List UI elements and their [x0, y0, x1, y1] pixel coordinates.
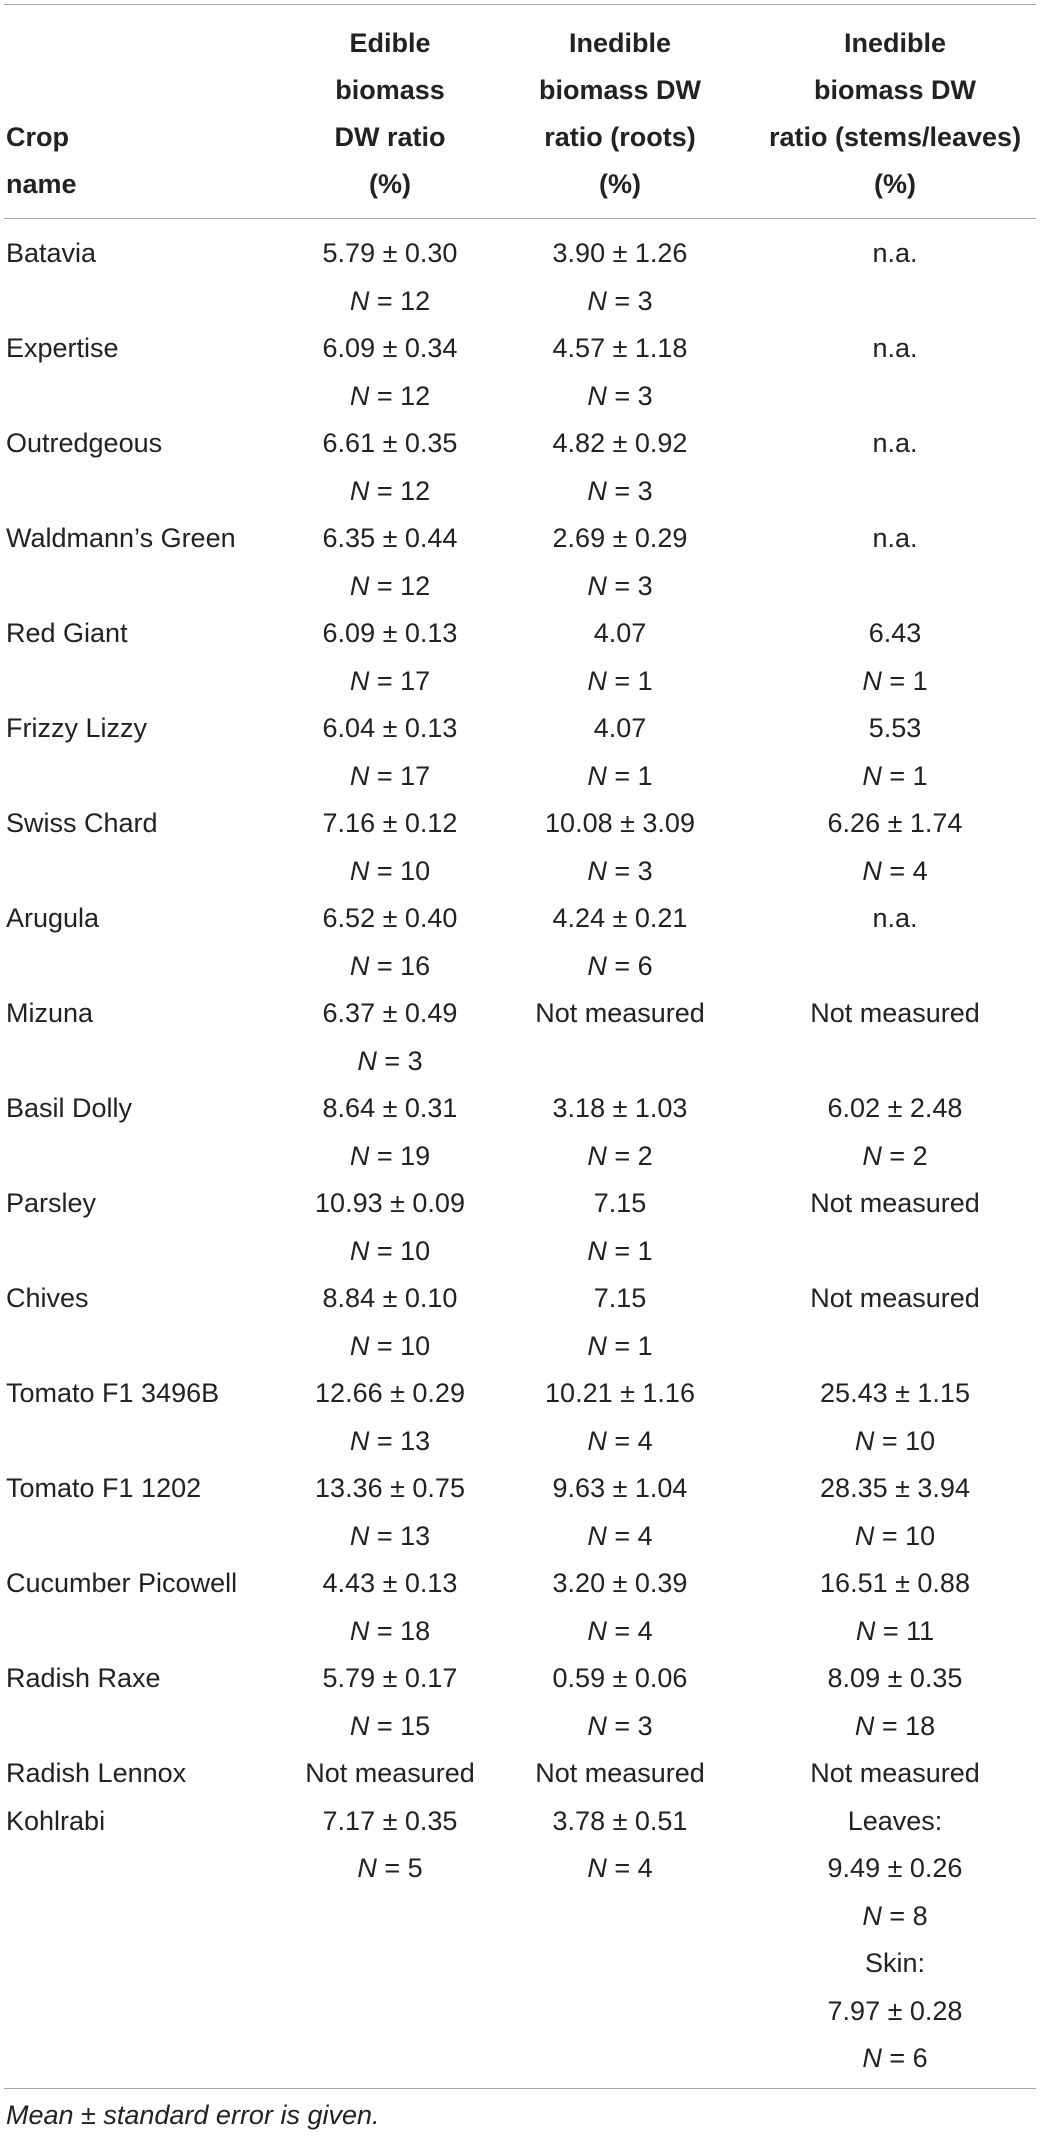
- sample-size: [745, 2035, 1040, 2083]
- cell-value: 2.69 ± 0.29: [552, 523, 688, 553]
- cell-value: 6.09 ± 0.13: [322, 618, 458, 648]
- sample-size: [745, 1703, 1040, 1751]
- n-value: = 12: [369, 475, 431, 506]
- crop-name-cell: Frizzy Lizzy: [6, 713, 147, 743]
- crop-name-cell: Mizuna: [6, 998, 94, 1028]
- n-variable: N: [862, 760, 882, 791]
- n-value: = 1: [606, 1330, 653, 1361]
- sample-size: [290, 563, 490, 611]
- cell-value: n.a.: [872, 903, 918, 933]
- table-row: [0, 1180, 1040, 1275]
- cell-value: 10.93 ± 0.09: [315, 1188, 465, 1218]
- cell-value: Not measured: [305, 1758, 475, 1788]
- cell-value: 8.64 ± 0.31: [322, 1093, 458, 1123]
- edible-dw-cell: [290, 990, 490, 1085]
- cell-value: 10.21 ± 1.16: [545, 1378, 695, 1408]
- sample-size: [290, 1323, 490, 1371]
- cell-value: 7.16 ± 0.12: [322, 808, 458, 838]
- n-variable: N: [349, 760, 370, 791]
- crop-name-cell: Radish Raxe: [6, 1663, 161, 1693]
- inedible-stems-cell: [720, 1655, 1040, 1750]
- sample-size: [520, 1228, 720, 1276]
- sample-size: [520, 658, 720, 706]
- n-value: = 1: [881, 665, 928, 696]
- n-value: = 13: [369, 1520, 431, 1551]
- edible-dw-cell: [290, 1798, 490, 1893]
- sample-size: [290, 1038, 490, 1086]
- cell-value: 4.57 ± 1.18: [552, 333, 688, 363]
- header-line: Edible: [349, 28, 431, 58]
- n-value: = 3: [606, 285, 653, 316]
- inedible-stems-cell: [720, 610, 1040, 705]
- sample-size: [520, 848, 720, 896]
- table-row: [0, 610, 1040, 705]
- sample-size: [290, 1133, 490, 1181]
- cell-value: 4.07: [593, 618, 647, 648]
- table-row: [0, 420, 1040, 515]
- n-value: = 18: [369, 1615, 431, 1646]
- n-variable: N: [587, 665, 607, 696]
- inedible-roots-cell: [490, 1560, 720, 1655]
- cell-value: 6.09 ± 0.34: [322, 333, 458, 363]
- crop-name-cell: Basil Dolly: [6, 1093, 133, 1123]
- inedible-roots-cell: [490, 230, 720, 325]
- cell-value: 4.07: [593, 713, 647, 743]
- edible-dw-cell: [290, 895, 490, 990]
- cell-value: 7.17 ± 0.35: [322, 1805, 458, 1836]
- crop-name-cell: Arugula: [6, 903, 100, 933]
- n-value: = 4: [606, 1615, 653, 1646]
- header-line: Inedible: [568, 28, 671, 58]
- n-variable: N: [862, 1900, 882, 1931]
- n-value: = 17: [369, 760, 431, 791]
- n-variable: N: [587, 475, 607, 506]
- cell-value: Skin:: [864, 1948, 926, 1978]
- cell-value: 7.97 ± 0.28: [827, 1995, 963, 2026]
- n-value: = 3: [376, 1045, 423, 1076]
- edible-dw-cell: [290, 1465, 490, 1560]
- edible-dw-cell: [290, 705, 490, 800]
- header-line: ratio (stems/leaves): [768, 122, 1022, 152]
- cell-value: n.a.: [872, 333, 918, 363]
- cell-value: 9.63 ± 1.04: [552, 1473, 688, 1503]
- n-variable: N: [349, 1520, 370, 1551]
- inedible-stems-cell: [720, 895, 1040, 943]
- table-row: [0, 1085, 1040, 1180]
- crop-name-cell: Red Giant: [6, 618, 128, 648]
- table-row: [0, 1560, 1040, 1655]
- table-row: [0, 895, 1040, 990]
- sample-size: [520, 753, 720, 801]
- cell-value: 25.43 ± 1.15: [820, 1378, 970, 1408]
- cell-value: 16.51 ± 0.88: [820, 1568, 970, 1598]
- n-value: = 12: [369, 380, 431, 411]
- sample-size: [520, 1608, 720, 1656]
- inedible-stems-cell: [720, 990, 1040, 1038]
- inedible-stems-cell: [720, 1465, 1040, 1560]
- n-variable: N: [855, 1615, 876, 1646]
- table-row: [0, 1655, 1040, 1750]
- crop-name-cell: Tomato F1 3496B: [6, 1378, 220, 1408]
- table-row: [0, 1465, 1040, 1560]
- table-row: [0, 325, 1040, 420]
- n-variable: N: [587, 855, 607, 886]
- cell-value: 6.37 ± 0.49: [322, 998, 458, 1028]
- sample-size: [290, 753, 490, 801]
- n-value: = 4: [881, 855, 928, 886]
- header-line: Crop: [6, 122, 69, 152]
- header-line: name: [6, 169, 77, 199]
- crop-name-cell: Waldmann’s Green: [6, 523, 236, 553]
- cell-value: 3.18 ± 1.03: [552, 1093, 688, 1123]
- cell-value: 8.09 ± 0.35: [827, 1663, 963, 1693]
- edible-dw-cell: [290, 800, 490, 895]
- inedible-stems-cell: [720, 705, 1040, 800]
- edible-dw-cell: [290, 1655, 490, 1750]
- inedible-stems-cell: [720, 1085, 1040, 1180]
- cell-value: 6.26 ± 1.74: [827, 808, 963, 838]
- edible-dw-cell: [290, 610, 490, 705]
- n-value: = 3: [606, 475, 653, 506]
- table-row: [0, 990, 1040, 1085]
- inedible-stems-cell: [720, 420, 1040, 468]
- header-line: (%): [369, 169, 411, 199]
- n-value: = 4: [606, 1425, 653, 1456]
- n-value: = 3: [606, 1710, 653, 1741]
- inedible-roots-cell: [490, 1180, 720, 1275]
- sample-size: [745, 658, 1040, 706]
- n-variable: N: [349, 380, 370, 411]
- header-edible-dw: [290, 20, 490, 208]
- sample-size: [520, 468, 720, 516]
- sample-size: [745, 1418, 1040, 1466]
- cell-value: 9.49 ± 0.26: [827, 1853, 963, 1883]
- n-variable: N: [349, 950, 370, 981]
- table-row: [0, 1370, 1040, 1465]
- cell-value: 6.35 ± 0.44: [322, 523, 458, 553]
- n-variable: N: [349, 665, 370, 696]
- sample-size: [290, 278, 490, 326]
- n-value: = 11: [875, 1615, 935, 1646]
- cell-value: 4.24 ± 0.21: [552, 903, 688, 933]
- cell-value: Not measured: [810, 998, 980, 1028]
- cell-value: n.a.: [872, 238, 918, 268]
- cell-value: 28.35 ± 3.94: [820, 1473, 970, 1503]
- sample-size: [745, 1513, 1040, 1561]
- inedible-roots-cell: [490, 420, 720, 515]
- inedible-stems-cell: [720, 1180, 1040, 1228]
- n-variable: N: [587, 1710, 607, 1741]
- header-line: biomass DW: [813, 75, 977, 105]
- n-variable: N: [587, 570, 607, 601]
- n-variable: N: [349, 1710, 370, 1741]
- inedible-roots-cell: [490, 1750, 720, 1798]
- n-variable: N: [349, 1615, 370, 1646]
- n-variable: N: [349, 1235, 370, 1266]
- n-value: = 3: [606, 570, 653, 601]
- inedible-roots-cell: [490, 325, 720, 420]
- inedible-roots-cell: [490, 1798, 720, 1893]
- edible-dw-cell: [290, 230, 490, 325]
- inedible-stems-cell: [720, 325, 1040, 373]
- table-row: [0, 705, 1040, 800]
- header-line: DW ratio: [334, 122, 446, 152]
- n-value: = 5: [376, 1853, 423, 1883]
- sample-size: [290, 1845, 490, 1893]
- n-value: = 12: [369, 285, 431, 316]
- n-value: = 4: [606, 1853, 653, 1883]
- n-value: = 13: [369, 1425, 431, 1456]
- n-variable: N: [587, 380, 607, 411]
- n-variable: N: [587, 1235, 607, 1266]
- n-value: = 2: [881, 1140, 928, 1171]
- cell-value: Not measured: [810, 1758, 980, 1788]
- n-variable: N: [587, 1330, 607, 1361]
- n-value: = 10: [369, 1330, 431, 1361]
- n-value: = 10: [369, 855, 431, 886]
- n-variable: N: [587, 1853, 607, 1883]
- cell-value: Not measured: [535, 1758, 705, 1788]
- crop-name-cell: Outredgeous: [6, 428, 163, 458]
- crop-name-cell: Cucumber Picowell: [6, 1568, 238, 1598]
- n-variable: N: [349, 475, 370, 506]
- n-value: = 4: [606, 1520, 653, 1551]
- n-variable: N: [862, 1140, 882, 1171]
- sample-size: [745, 1608, 1040, 1656]
- sample-size: [290, 848, 490, 896]
- n-value: = 1: [606, 665, 653, 696]
- inedible-roots-cell: [490, 1465, 720, 1560]
- table-top-rule: [4, 4, 1036, 5]
- table-body: [0, 230, 1040, 2083]
- cell-value: 3.78 ± 0.51: [552, 1805, 688, 1836]
- n-variable: N: [349, 1330, 370, 1361]
- sample-size: [520, 373, 720, 421]
- sample-size: [520, 278, 720, 326]
- edible-dw-cell: [290, 420, 490, 515]
- inedible-stems-cell: [720, 1370, 1040, 1465]
- sample-size: [290, 1608, 490, 1656]
- cell-value: 7.15: [593, 1283, 647, 1313]
- sample-size: [520, 1703, 720, 1751]
- inedible-roots-cell: [490, 990, 720, 1038]
- table-row: [0, 515, 1040, 610]
- n-value: = 12: [369, 570, 431, 601]
- header-line: (%): [874, 169, 916, 199]
- table-row: [0, 1798, 1040, 2083]
- cell-value: 13.36 ± 0.75: [315, 1473, 465, 1503]
- cell-value: 3.20 ± 0.39: [552, 1568, 688, 1598]
- n-variable: N: [587, 1140, 607, 1171]
- cell-value: 8.84 ± 0.10: [322, 1283, 458, 1313]
- inedible-roots-cell: [490, 1370, 720, 1465]
- sample-size: [290, 1513, 490, 1561]
- sample-size: [290, 1703, 490, 1751]
- header-inedible-stems: [745, 20, 1040, 208]
- n-value: = 10: [369, 1235, 431, 1266]
- inedible-stems-cell: [720, 1275, 1040, 1323]
- inedible-roots-cell: [490, 610, 720, 705]
- n-variable: N: [587, 950, 607, 981]
- header-line: ratio (roots): [544, 122, 696, 152]
- cell-value: 6.02 ± 2.48: [827, 1093, 963, 1123]
- n-value: = 6: [606, 950, 653, 981]
- n-value: = 17: [369, 665, 431, 696]
- crop-name-cell: Expertise: [6, 333, 119, 363]
- crop-name-cell: Radish Lennox: [6, 1758, 187, 1788]
- inedible-stems-cell: [720, 1560, 1040, 1655]
- inedible-stems-cell: [720, 230, 1040, 278]
- inedible-stems-cell: [720, 800, 1040, 895]
- sample-size: [520, 563, 720, 611]
- sample-size: [290, 658, 490, 706]
- crop-name-cell: Tomato F1 1202: [6, 1473, 202, 1503]
- edible-dw-cell: [290, 1370, 490, 1465]
- n-variable: N: [854, 1425, 875, 1456]
- crop-name-cell: Parsley: [6, 1188, 97, 1218]
- sample-size: [745, 1893, 1040, 1941]
- sample-size: [745, 848, 1040, 896]
- n-variable: N: [349, 1425, 370, 1456]
- n-variable: N: [357, 1045, 377, 1076]
- header-inedible-roots: [520, 20, 720, 208]
- cell-value: 4.82 ± 0.92: [552, 428, 688, 458]
- sample-size: [290, 1418, 490, 1466]
- cell-value: 5.79 ± 0.17: [322, 1663, 458, 1693]
- header-crop-name: [6, 114, 77, 208]
- cell-value: 0.59 ± 0.06: [552, 1663, 688, 1693]
- n-variable: N: [587, 1615, 607, 1646]
- n-variable: N: [862, 665, 882, 696]
- cell-value: Not measured: [810, 1283, 980, 1313]
- cell-value: 12.66 ± 0.29: [315, 1378, 465, 1408]
- sample-size: [745, 1133, 1040, 1181]
- header-bottom-rule: [4, 218, 1036, 219]
- cell-value: Leaves:: [847, 1805, 943, 1836]
- cell-value: 7.15: [593, 1188, 647, 1218]
- sample-size: [290, 943, 490, 991]
- crop-name-cell: Chives: [6, 1283, 89, 1313]
- edible-dw-cell: [290, 515, 490, 610]
- table-row: [0, 1750, 1040, 1798]
- n-value: = 1: [606, 760, 653, 791]
- cell-value: 10.08 ± 3.09: [545, 808, 695, 838]
- cell-value: 5.79 ± 0.30: [322, 238, 458, 268]
- n-variable: N: [357, 1853, 377, 1883]
- cell-value: 6.52 ± 0.40: [322, 903, 458, 933]
- n-value: = 10: [874, 1520, 936, 1551]
- crop-name-cell: Kohlrabi: [6, 1805, 106, 1836]
- n-value: = 2: [606, 1140, 653, 1171]
- sample-size: [520, 1418, 720, 1466]
- inedible-roots-cell: [490, 895, 720, 990]
- n-variable: N: [349, 285, 370, 316]
- cell-value: n.a.: [872, 523, 918, 553]
- cell-value: Not measured: [810, 1188, 980, 1218]
- table-row: [0, 230, 1040, 325]
- cell-value: 3.90 ± 1.26: [552, 238, 688, 268]
- edible-dw-cell: [290, 1180, 490, 1275]
- n-variable: N: [587, 760, 607, 791]
- n-value: = 1: [606, 1235, 653, 1266]
- inedible-stems-cell: [720, 1750, 1040, 1798]
- inedible-roots-cell: [490, 705, 720, 800]
- crop-name-cell: Swiss Chard: [6, 808, 158, 838]
- n-variable: N: [349, 1140, 370, 1171]
- sample-size: [520, 1133, 720, 1181]
- crop-name-cell: Batavia: [6, 238, 97, 268]
- cell-value: 5.53: [868, 713, 922, 743]
- cell-value: 6.04 ± 0.13: [322, 713, 458, 743]
- edible-dw-cell: [290, 1560, 490, 1655]
- edible-dw-cell: [290, 325, 490, 420]
- cell-value: 6.61 ± 0.35: [322, 428, 458, 458]
- cell-value: 4.43 ± 0.13: [322, 1568, 458, 1598]
- n-value: = 16: [369, 950, 431, 981]
- n-value: = 6: [881, 2043, 928, 2073]
- n-variable: N: [587, 285, 607, 316]
- n-value: = 1: [881, 760, 928, 791]
- sample-size: [290, 1228, 490, 1276]
- inedible-stems-cell: [720, 515, 1040, 563]
- cell-value: 6.43: [868, 618, 922, 648]
- n-variable: N: [587, 1520, 607, 1551]
- sample-size: [745, 753, 1040, 801]
- n-value: = 8: [881, 1900, 928, 1931]
- header-line: biomass: [335, 75, 445, 105]
- header-line: (%): [599, 169, 641, 199]
- n-variable: N: [862, 2043, 882, 2073]
- sample-size: [290, 468, 490, 516]
- table-row: [0, 800, 1040, 895]
- n-variable: N: [854, 1710, 875, 1741]
- sample-size: [520, 1845, 720, 1893]
- sample-size: [520, 1513, 720, 1561]
- n-variable: N: [587, 1425, 607, 1456]
- inedible-roots-cell: [490, 515, 720, 610]
- n-value: = 3: [606, 380, 653, 411]
- inedible-roots-cell: [490, 1085, 720, 1180]
- inedible-roots-cell: [490, 1655, 720, 1750]
- inedible-roots-cell: [490, 1275, 720, 1370]
- cell-value: Not measured: [535, 998, 705, 1028]
- header-line: Inedible: [843, 28, 946, 58]
- n-variable: N: [862, 855, 882, 886]
- n-variable: N: [854, 1520, 875, 1551]
- n-value: = 10: [874, 1425, 936, 1456]
- cell-value: n.a.: [872, 428, 918, 458]
- inedible-roots-cell: [490, 800, 720, 895]
- sample-size: [520, 1323, 720, 1371]
- n-value: = 18: [874, 1710, 936, 1741]
- header-line: biomass DW: [538, 75, 702, 105]
- table-bottom-rule: [4, 2088, 1036, 2089]
- table-footnote: Mean ± standard error is given.: [6, 2100, 380, 2130]
- n-value: = 15: [369, 1710, 431, 1741]
- edible-dw-cell: [290, 1085, 490, 1180]
- edible-dw-cell: [290, 1750, 490, 1798]
- sample-size: [290, 373, 490, 421]
- n-value: = 3: [606, 855, 653, 886]
- sample-size: [520, 943, 720, 991]
- edible-dw-cell: [290, 1275, 490, 1370]
- n-variable: N: [349, 855, 370, 886]
- n-variable: N: [349, 570, 370, 601]
- table-row: [0, 1275, 1040, 1370]
- inedible-stems-cell: [720, 1798, 1040, 2083]
- n-value: = 19: [369, 1140, 431, 1171]
